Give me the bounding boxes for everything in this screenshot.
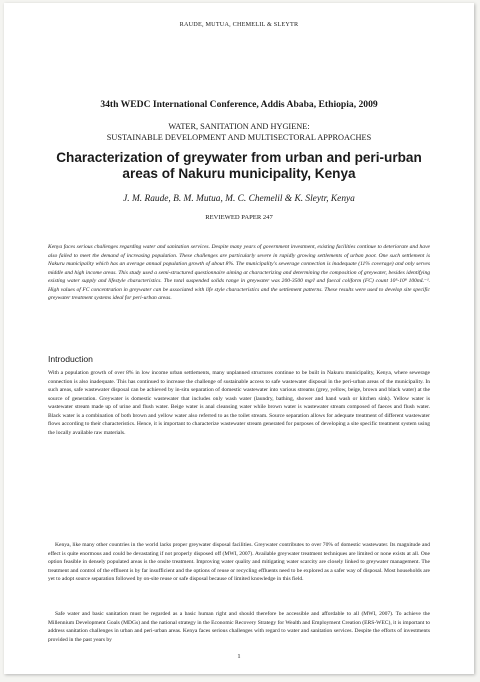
- paper-title: Characterization of greywater from urban and peri-urban areas of Nakuru municipality, Kenya: [56, 150, 422, 181]
- paper-type-label: REVIEWED PAPER 247: [205, 214, 273, 221]
- abstract: Kenya faces serious challenges regarding water and sanitation services. Despite many years of government investment, existing facilities continue to deteriorate and have also failed to meet the demand of increasing population. These challenges are particularly severe in rapidly growing settlements of urban poor. One such settlement is Nakuru municipality which has an average annual population growth of about 8%. The municipality's sewerage connection is inadequate (11% coverage) and only serves middle and high income areas. This study used a semi-structured questionnaire aiming at characterizing and determining the composition of greywater, besides identifying existing water supply and lifestyle characteristics. The total suspended solids range in greywater was 200-3500 mg/l and faecal coliform (FC) count 10⁵-10⁸ 100mL⁻¹. High values of FC concentration in greywater can be associated with life style characteristics and the settlement patterns. These results were used to develop site specific greywater treatment systems ideal for peri-urban areas.: [48, 244, 430, 302]
- theme-line-1: WATER, SANITATION AND HYGIENE:: [168, 122, 310, 131]
- conference-title: 34th WEDC International Conference, Addis Ababa, Ethiopia, 2009: [100, 99, 378, 110]
- conference-theme: [4, 121, 474, 143]
- intro-paragraph-1: With a population growth of over 8% in low income urban settlements, many unplanned structures continue to be built in Nakuru municipality, Kenya, where sewerage connection is also inadequate. This has continued to increase the challenge of sustainable access to safe wastewater disposal in the peri-urban areas of the municipality. In such areas, safe wastewater disposal can be achieved by in-situ separation of domestic wastewater into various streams (grey, yellow, beige, brown and black water) at the source of generation. Greywater is domestic wastewater that includes only wash water (laundry, bathing, shower and hand wash or kitchen sink). Yellow water is wastewater stream made up of urine and flush water. Beige water is anal cleansing water while brown water is wastewater stream composed of faeces and flush water. Black water is a combination of both brown and yellow water also referred to as the toilet stream. Source separation allows for adequate treatment of different wastewater flows according to their characteristics. Hence, it is important to characterize wastewater stream generated for purposes of developing a site specific treatment system using the locally available raw materials.: [48, 370, 430, 436]
- section-heading-introduction: Introduction: [48, 354, 93, 364]
- intro-paragraph-2: Kenya, like many other countries in the world lacks proper greywater disposal facilities. Greywater contributes to over 70% of domestic wastewater. Its magnitude and effect is quite enormous and could be devastating if not properly disposed off (MWI, 2007). Available greywater treatment techniques are limited or none exists at all. One option feasible in densely populated areas is the onsite treatment. Improving water quality and mitigating water scarcity are closely linked to greywater management. The treatment and control of the effluent is by far insufficient and the options of reuse or recycling effluents need to be explored as a safer way of disposal. Most households are yet to adopt source separation followed by on-site reuse or safe disposal because of limited knowledge in this field.: [48, 542, 430, 583]
- intro-paragraph-3: Safe water and basic sanitation must be regarded as a basic human right and should therefore be accessible and affordable to all (MWI, 2007). To achieve the Millennium Development Goals (MDGs) and the national strategy in the Economic Recovery Strategy for Wealth and Employment Creation (ERS-WEC), it is important to address sanitation challenges in urban and peri-urban areas. Kenya faces serious challenges with regard to water and sanitation services. Despite the efforts of investments provided in the past years by: [48, 611, 430, 643]
- running-head: RAUDE, MUTUA, CHEMELIL & SLEYTR: [179, 21, 299, 28]
- authors: J. M. Raude, B. M. Mutua, M. C. Chemelil & K. Sleytr, Kenya: [123, 194, 355, 204]
- page-number: 1: [237, 653, 241, 660]
- theme-line-2: SUSTAINABLE DEVELOPMENT AND MULTISECTORAL APPROACHES: [106, 133, 372, 142]
- paper-page: [4, 3, 474, 674]
